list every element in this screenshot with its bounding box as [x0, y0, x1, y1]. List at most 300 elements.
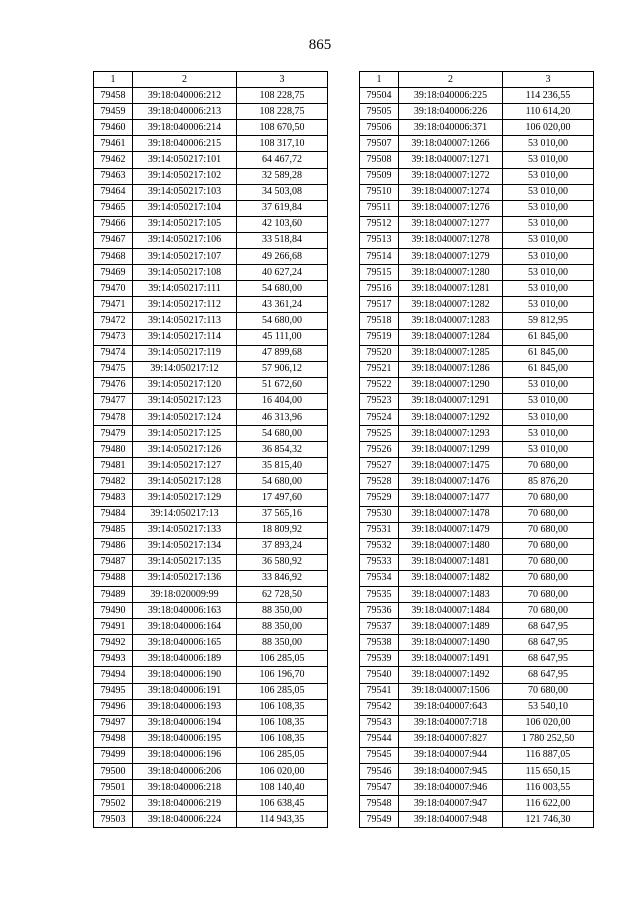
cadastral-number-cell: 39:18:040007:1274: [399, 184, 503, 200]
row-number-cell: 79508: [360, 152, 399, 168]
value-cell: 68 647,95: [503, 635, 594, 651]
row-number-cell: 79531: [360, 522, 399, 538]
table-row: [360, 538, 594, 554]
table-row: [94, 426, 328, 442]
cadastral-number-cell: 39:14:050217:104: [133, 200, 237, 216]
table-row: [94, 747, 328, 763]
table-row: [360, 780, 594, 796]
row-number-cell: 79483: [94, 490, 133, 506]
cadastral-number-cell: 39:18:040007:1475: [399, 458, 503, 474]
table-row: [94, 683, 328, 699]
row-number-cell: 79525: [360, 426, 399, 442]
value-cell: 34 503,08: [237, 184, 328, 200]
table-row: [360, 361, 594, 377]
cadastral-number-cell: 39:18:040006:193: [133, 699, 237, 715]
value-cell: 53 010,00: [503, 200, 594, 216]
column-header: 1: [360, 72, 399, 88]
row-number-cell: 79461: [94, 136, 133, 152]
row-number-cell: 79475: [94, 361, 133, 377]
table-row: [94, 442, 328, 458]
table-row: [94, 619, 328, 635]
table-row: [94, 715, 328, 731]
table-row: [94, 216, 328, 232]
value-cell: 59 812,95: [503, 313, 594, 329]
value-cell: 53 010,00: [503, 281, 594, 297]
row-number-cell: 79472: [94, 313, 133, 329]
row-number-cell: 79478: [94, 409, 133, 425]
row-number-cell: 79516: [360, 281, 399, 297]
row-number-cell: 79511: [360, 200, 399, 216]
cadastral-number-cell: 39:14:050217:105: [133, 216, 237, 232]
cadastral-number-cell: 39:18:040007:948: [399, 812, 503, 828]
value-cell: 53 010,00: [503, 136, 594, 152]
cadastral-number-cell: 39:18:040007:1281: [399, 281, 503, 297]
row-number-cell: 79543: [360, 715, 399, 731]
row-number-cell: 79501: [94, 780, 133, 796]
row-number-cell: 79498: [94, 731, 133, 747]
row-number-cell: 79471: [94, 297, 133, 313]
value-cell: 53 010,00: [503, 377, 594, 393]
table-row: [94, 764, 328, 780]
value-cell: 116 003,55: [503, 780, 594, 796]
value-cell: 47 899,68: [237, 345, 328, 361]
row-number-cell: 79489: [94, 587, 133, 603]
value-cell: 35 815,40: [237, 458, 328, 474]
row-number-cell: 79526: [360, 442, 399, 458]
row-number-cell: 79544: [360, 731, 399, 747]
table-row: [94, 490, 328, 506]
row-number-cell: 79487: [94, 554, 133, 570]
cadastral-number-cell: 39:18:040007:1272: [399, 168, 503, 184]
cadastral-number-cell: 39:18:040006:219: [133, 796, 237, 812]
row-number-cell: 79492: [94, 635, 133, 651]
value-cell: 68 647,95: [503, 667, 594, 683]
table-row: [360, 136, 594, 152]
value-cell: 85 876,20: [503, 474, 594, 490]
cadastral-number-cell: 39:18:040007:1271: [399, 152, 503, 168]
table-row: [94, 780, 328, 796]
table-row: [94, 136, 328, 152]
row-number-cell: 79482: [94, 474, 133, 490]
table-row: [94, 184, 328, 200]
row-number-cell: 79470: [94, 281, 133, 297]
value-cell: 33 518,84: [237, 232, 328, 248]
cadastral-number-cell: 39:18:040007:945: [399, 764, 503, 780]
row-number-cell: 79518: [360, 313, 399, 329]
row-number-cell: 79502: [94, 796, 133, 812]
value-cell: 53 010,00: [503, 393, 594, 409]
cadastral-number-cell: 39:18:040007:1483: [399, 587, 503, 603]
value-cell: 53 010,00: [503, 232, 594, 248]
cadastral-number-cell: 39:18:040006:218: [133, 780, 237, 796]
row-number-cell: 79509: [360, 168, 399, 184]
value-cell: 37 565,16: [237, 506, 328, 522]
row-number-cell: 79535: [360, 587, 399, 603]
cadastral-number-cell: 39:14:050217:123: [133, 393, 237, 409]
table-row: [360, 120, 594, 136]
value-cell: 32 589,28: [237, 168, 328, 184]
value-cell: 70 680,00: [503, 603, 594, 619]
cadastral-number-cell: 39:18:040007:827: [399, 731, 503, 747]
table-row: [360, 587, 594, 603]
value-cell: 106 285,05: [237, 747, 328, 763]
row-number-cell: 79467: [94, 232, 133, 248]
cadastral-number-cell: 39:14:050217:134: [133, 538, 237, 554]
value-cell: 53 010,00: [503, 216, 594, 232]
value-cell: 53 010,00: [503, 152, 594, 168]
row-number-cell: 79494: [94, 667, 133, 683]
cadastral-number-cell: 39:18:040006:224: [133, 812, 237, 828]
value-cell: 116 887,05: [503, 747, 594, 763]
row-number-cell: 79522: [360, 377, 399, 393]
value-cell: 53 010,00: [503, 265, 594, 281]
table-row: [94, 168, 328, 184]
row-number-cell: 79463: [94, 168, 133, 184]
table-row: [94, 699, 328, 715]
value-cell: 106 108,35: [237, 715, 328, 731]
table-row: [94, 297, 328, 313]
table-row: [360, 265, 594, 281]
value-cell: 53 010,00: [503, 184, 594, 200]
row-number-cell: 79542: [360, 699, 399, 715]
table-row: [94, 506, 328, 522]
value-cell: 62 728,50: [237, 587, 328, 603]
table-row: [94, 265, 328, 281]
table-row: [360, 635, 594, 651]
cadastral-number-cell: 39:18:040007:947: [399, 796, 503, 812]
table-row: [94, 554, 328, 570]
value-cell: 70 680,00: [503, 587, 594, 603]
value-cell: 36 854,32: [237, 442, 328, 458]
value-cell: 42 103,60: [237, 216, 328, 232]
value-cell: 54 680,00: [237, 426, 328, 442]
table-row: [94, 731, 328, 747]
table-row: [360, 184, 594, 200]
row-number-cell: 79460: [94, 120, 133, 136]
table-row: [94, 361, 328, 377]
column-header: 2: [133, 72, 237, 88]
column-header: 2: [399, 72, 503, 88]
row-number-cell: 79507: [360, 136, 399, 152]
table-row: [94, 635, 328, 651]
cadastral-number-cell: 39:18:040007:643: [399, 699, 503, 715]
table-row: [94, 570, 328, 586]
table-row: [360, 249, 594, 265]
row-number-cell: 79533: [360, 554, 399, 570]
row-number-cell: 79541: [360, 683, 399, 699]
page-number: 865: [308, 37, 332, 53]
row-number-cell: 79505: [360, 104, 399, 120]
cadastral-number-cell: 39:14:050217:125: [133, 426, 237, 442]
value-cell: 53 010,00: [503, 409, 594, 425]
table-row: [360, 812, 594, 828]
value-cell: 36 580,92: [237, 554, 328, 570]
table-row: [360, 603, 594, 619]
value-cell: 108 317,10: [237, 136, 328, 152]
cadastral-number-cell: 39:18:040007:1480: [399, 538, 503, 554]
table-row: [94, 232, 328, 248]
value-cell: 53 010,00: [503, 168, 594, 184]
table-row: [360, 297, 594, 313]
cadastral-number-cell: 39:14:050217:135: [133, 554, 237, 570]
row-number-cell: 79513: [360, 232, 399, 248]
table-row: [94, 377, 328, 393]
row-number-cell: 79530: [360, 506, 399, 522]
row-number-cell: 79519: [360, 329, 399, 345]
table-row: [94, 522, 328, 538]
row-number-cell: 79520: [360, 345, 399, 361]
value-cell: 114 943,35: [237, 812, 328, 828]
value-cell: 110 614,20: [503, 104, 594, 120]
cadastral-number-cell: 39:18:040007:1276: [399, 200, 503, 216]
value-cell: 53 010,00: [503, 249, 594, 265]
row-number-cell: 79538: [360, 635, 399, 651]
row-number-cell: 79515: [360, 265, 399, 281]
cadastral-number-cell: 39:14:050217:108: [133, 265, 237, 281]
cadastral-number-cell: 39:18:040007:1280: [399, 265, 503, 281]
row-number-cell: 79529: [360, 490, 399, 506]
cadastral-number-cell: 39:14:050217:111: [133, 281, 237, 297]
value-cell: 68 647,95: [503, 619, 594, 635]
cadastral-number-cell: 39:18:040006:195: [133, 731, 237, 747]
cadastral-number-cell: 39:18:040007:1266: [399, 136, 503, 152]
row-number-cell: 79479: [94, 426, 133, 442]
table-row: [94, 651, 328, 667]
cadastral-number-cell: 39:14:050217:127: [133, 458, 237, 474]
column-header: 1: [94, 72, 133, 88]
cadastral-number-cell: 39:18:040006:194: [133, 715, 237, 731]
value-cell: 68 647,95: [503, 651, 594, 667]
table-row: [360, 651, 594, 667]
cadastral-number-cell: 39:18:040007:1482: [399, 570, 503, 586]
cadastral-number-cell: 39:14:050217:113: [133, 313, 237, 329]
table-row: [360, 506, 594, 522]
cadastral-number-cell: 39:14:050217:101: [133, 152, 237, 168]
value-cell: 106 108,35: [237, 699, 328, 715]
value-cell: 106 285,05: [237, 683, 328, 699]
cadastral-number-cell: 39:14:050217:107: [133, 249, 237, 265]
cadastral-number-cell: 39:18:040006:226: [399, 104, 503, 120]
value-cell: 61 845,00: [503, 361, 594, 377]
value-cell: 70 680,00: [503, 522, 594, 538]
row-number-cell: 79493: [94, 651, 133, 667]
cadastral-number-cell: 39:18:040006:215: [133, 136, 237, 152]
row-number-cell: 79547: [360, 780, 399, 796]
table-row: [360, 458, 594, 474]
header-row: [94, 72, 328, 88]
cadastral-number-cell: 39:18:040007:1277: [399, 216, 503, 232]
table-row: [360, 442, 594, 458]
row-number-cell: 79517: [360, 297, 399, 313]
cadastral-number-cell: 39:18:040006:164: [133, 619, 237, 635]
value-cell: 53 010,00: [503, 297, 594, 313]
header-row: [360, 72, 594, 88]
value-cell: 106 638,45: [237, 796, 328, 812]
cadastral-number-cell: 39:14:050217:133: [133, 522, 237, 538]
row-number-cell: 79488: [94, 570, 133, 586]
value-cell: 106 196,70: [237, 667, 328, 683]
value-cell: 57 906,12: [237, 361, 328, 377]
value-cell: 54 680,00: [237, 474, 328, 490]
table-row: [94, 120, 328, 136]
cadastral-number-cell: 39:18:040007:1293: [399, 426, 503, 442]
value-cell: 88 350,00: [237, 603, 328, 619]
cadastral-number-cell: 39:14:050217:106: [133, 232, 237, 248]
cadastral-number-cell: 39:18:040007:944: [399, 747, 503, 763]
row-number-cell: 79512: [360, 216, 399, 232]
value-cell: 106 285,05: [237, 651, 328, 667]
value-cell: 18 809,92: [237, 522, 328, 538]
cadastral-number-cell: 39:18:040007:1479: [399, 522, 503, 538]
value-cell: 70 680,00: [503, 490, 594, 506]
cadastral-number-cell: 39:18:040007:1491: [399, 651, 503, 667]
cadastral-number-cell: 39:18:040006:212: [133, 88, 237, 104]
value-cell: 88 350,00: [237, 619, 328, 635]
cadastral-number-cell: 39:18:040006:196: [133, 747, 237, 763]
value-cell: 108 228,75: [237, 88, 328, 104]
cadastral-number-cell: 39:18:040007:1282: [399, 297, 503, 313]
table-row: [94, 812, 328, 828]
row-number-cell: 79510: [360, 184, 399, 200]
table-row: [94, 587, 328, 603]
value-cell: 51 672,60: [237, 377, 328, 393]
value-cell: 49 266,68: [237, 249, 328, 265]
row-number-cell: 79527: [360, 458, 399, 474]
table-row: [360, 377, 594, 393]
table-row: [94, 152, 328, 168]
cadastral-number-cell: 39:14:050217:119: [133, 345, 237, 361]
cadastral-number-cell: 39:14:050217:136: [133, 570, 237, 586]
table-row: [360, 104, 594, 120]
row-number-cell: 79537: [360, 619, 399, 635]
cadastral-number-cell: 39:18:040007:1286: [399, 361, 503, 377]
value-cell: 37 893,24: [237, 538, 328, 554]
cadastral-number-cell: 39:18:040007:1484: [399, 603, 503, 619]
row-number-cell: 79462: [94, 152, 133, 168]
cadastral-number-cell: 39:18:040007:1285: [399, 345, 503, 361]
row-number-cell: 79504: [360, 88, 399, 104]
table-row: [94, 281, 328, 297]
table-row: [360, 313, 594, 329]
table-row: [94, 249, 328, 265]
cadastral-number-cell: 39:18:040006:371: [399, 120, 503, 136]
value-cell: 53 540,10: [503, 699, 594, 715]
row-number-cell: 79523: [360, 393, 399, 409]
cadastral-number-cell: 39:18:040007:1291: [399, 393, 503, 409]
value-cell: 46 313,96: [237, 409, 328, 425]
table-row: [360, 764, 594, 780]
row-number-cell: 79474: [94, 345, 133, 361]
value-cell: 61 845,00: [503, 345, 594, 361]
table-row: [360, 426, 594, 442]
cadastral-number-cell: 39:18:040006:206: [133, 764, 237, 780]
value-cell: 40 627,24: [237, 265, 328, 281]
table-row: [94, 796, 328, 812]
row-number-cell: 79545: [360, 747, 399, 763]
cadastral-number-cell: 39:14:050217:129: [133, 490, 237, 506]
row-number-cell: 79496: [94, 699, 133, 715]
table-row: [94, 345, 328, 361]
table-row: [360, 522, 594, 538]
table-row: [360, 409, 594, 425]
row-number-cell: 79459: [94, 104, 133, 120]
row-number-cell: 79549: [360, 812, 399, 828]
table-row: [360, 731, 594, 747]
cadastral-number-cell: 39:14:050217:126: [133, 442, 237, 458]
row-number-cell: 79469: [94, 265, 133, 281]
row-number-cell: 79546: [360, 764, 399, 780]
column-header: 3: [503, 72, 594, 88]
value-cell: 70 680,00: [503, 570, 594, 586]
cadastral-number-cell: 39:18:040007:1290: [399, 377, 503, 393]
row-number-cell: 79476: [94, 377, 133, 393]
table-row: [360, 667, 594, 683]
value-cell: 33 846,92: [237, 570, 328, 586]
value-cell: 61 845,00: [503, 329, 594, 345]
cadastral-number-cell: 39:18:040006:189: [133, 651, 237, 667]
table-row: [94, 458, 328, 474]
value-cell: 88 350,00: [237, 635, 328, 651]
table-row: [94, 474, 328, 490]
value-cell: 53 010,00: [503, 442, 594, 458]
value-cell: 70 680,00: [503, 506, 594, 522]
cadastral-number-cell: 39:18:040006:190: [133, 667, 237, 683]
row-number-cell: 79532: [360, 538, 399, 554]
table-row: [360, 619, 594, 635]
cadastral-number-cell: 39:18:040007:1278: [399, 232, 503, 248]
row-number-cell: 79514: [360, 249, 399, 265]
value-cell: 108 140,40: [237, 780, 328, 796]
cadastral-number-cell: 39:18:040007:946: [399, 780, 503, 796]
left-table: [93, 71, 328, 828]
column-header: 3: [237, 72, 328, 88]
row-number-cell: 79500: [94, 764, 133, 780]
cadastral-number-cell: 39:18:040007:1279: [399, 249, 503, 265]
cadastral-number-cell: 39:18:040007:718: [399, 715, 503, 731]
table-row: [94, 104, 328, 120]
row-number-cell: 79458: [94, 88, 133, 104]
row-number-cell: 79536: [360, 603, 399, 619]
table-row: [360, 216, 594, 232]
cadastral-number-cell: 39:14:050217:112: [133, 297, 237, 313]
cadastral-number-cell: 39:14:050217:12: [133, 361, 237, 377]
value-cell: 43 361,24: [237, 297, 328, 313]
cadastral-number-cell: 39:18:020009:99: [133, 587, 237, 603]
table-row: [94, 88, 328, 104]
cadastral-number-cell: 39:18:040006:214: [133, 120, 237, 136]
right-table: [359, 71, 594, 828]
row-number-cell: 79524: [360, 409, 399, 425]
cadastral-number-cell: 39:14:050217:13: [133, 506, 237, 522]
row-number-cell: 79506: [360, 120, 399, 136]
value-cell: 108 228,75: [237, 104, 328, 120]
table-row: [360, 281, 594, 297]
table-row: [94, 200, 328, 216]
cadastral-number-cell: 39:14:050217:103: [133, 184, 237, 200]
value-cell: 115 650,15: [503, 764, 594, 780]
value-cell: 121 746,30: [503, 812, 594, 828]
row-number-cell: 79528: [360, 474, 399, 490]
value-cell: 70 680,00: [503, 554, 594, 570]
cadastral-number-cell: 39:18:040007:1292: [399, 409, 503, 425]
row-number-cell: 79464: [94, 184, 133, 200]
cadastral-number-cell: 39:14:050217:114: [133, 329, 237, 345]
cadastral-number-cell: 39:18:040007:1489: [399, 619, 503, 635]
row-number-cell: 79485: [94, 522, 133, 538]
cadastral-number-cell: 39:18:040007:1299: [399, 442, 503, 458]
cadastral-number-cell: 39:18:040007:1492: [399, 667, 503, 683]
table-row: [94, 409, 328, 425]
